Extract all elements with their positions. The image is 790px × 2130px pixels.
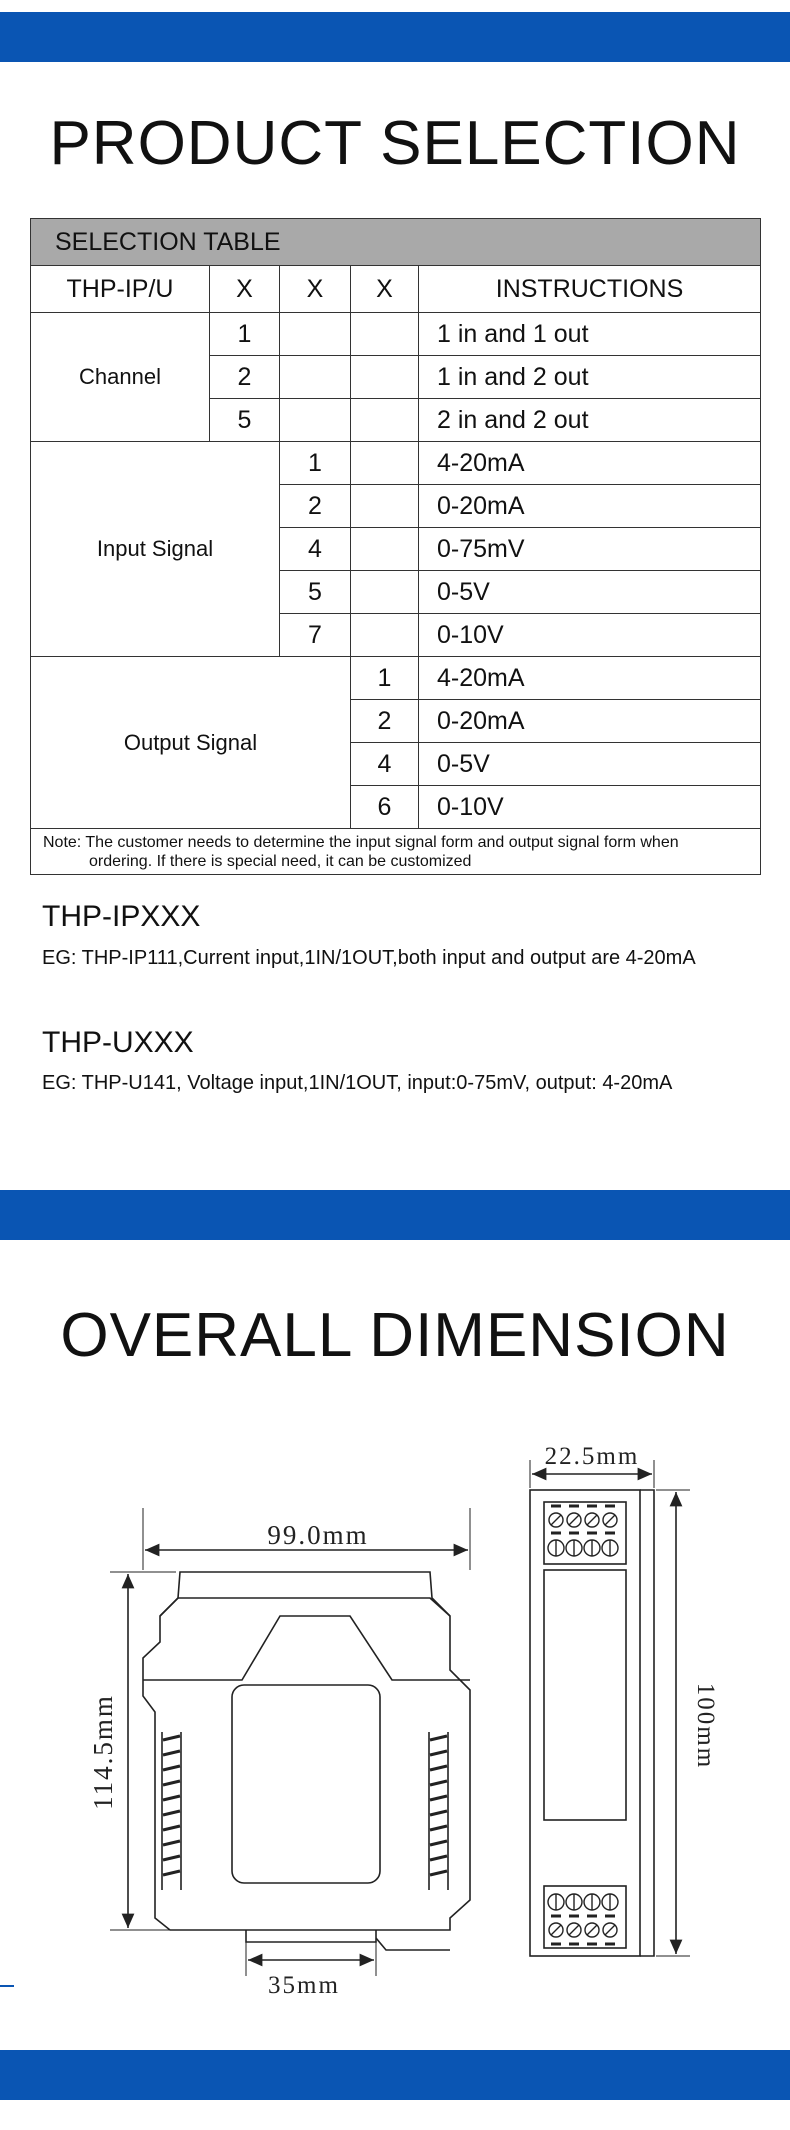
input-code: 2 (280, 485, 351, 528)
header-x3: X (351, 266, 419, 313)
dim-width-label: 99.0mm (267, 1520, 369, 1550)
example-text-u: EG: THP-U141, Voltage input,1IN/1OUT, input:0-75mV, output: 4-20mA (42, 1072, 673, 1094)
top-blue-band (0, 12, 790, 62)
output-instruction: 0-5V (419, 743, 761, 786)
channel-code: 2 (210, 356, 280, 399)
example-model-u: THP-UXXX (42, 1026, 194, 1059)
channel-label: Channel (31, 313, 210, 442)
table-row (31, 442, 761, 485)
table-note (31, 829, 761, 875)
bottom-blue-band (0, 2050, 790, 2100)
input-code: 5 (280, 571, 351, 614)
channel-code: 5 (210, 399, 280, 442)
dimension-drawing (0, 1420, 790, 2040)
header-x1: X (210, 266, 280, 313)
input-instruction: 0-5V (419, 571, 761, 614)
example-text-ip: EG: THP-IP111,Current input,1IN/1OUT,both input and output are 4-20mA (42, 947, 696, 969)
overall-dimension-title: OVERALL DIMENSION (60, 1301, 730, 1370)
table-row (31, 657, 761, 700)
output-code: 6 (351, 786, 419, 829)
output-instruction: 4-20mA (419, 657, 761, 700)
side-view (530, 1460, 690, 1956)
dim-height-label: 114.5mm (88, 1694, 118, 1810)
front-view (110, 1508, 470, 1976)
input-code: 4 (280, 528, 351, 571)
output-instruction: 0-10V (419, 786, 761, 829)
table-row (31, 313, 761, 356)
channel-code: 1 (210, 313, 280, 356)
header-instructions: INSTRUCTIONS (419, 266, 761, 313)
input-signal-label: Input Signal (31, 442, 280, 657)
input-instruction: 4-20mA (419, 442, 761, 485)
dim-side-width-label: 22.5mm (544, 1443, 640, 1470)
output-code: 1 (351, 657, 419, 700)
input-code: 7 (280, 614, 351, 657)
note-line-2: ordering. If there is special need, it can be customized (89, 853, 472, 870)
input-instruction: 0-75mV (419, 528, 761, 571)
example-model-ip: THP-IPXXX (42, 900, 201, 933)
output-code: 4 (351, 743, 419, 786)
output-code: 2 (351, 700, 419, 743)
output-instruction: 0-20mA (419, 700, 761, 743)
product-selection-title: PRODUCT SELECTION (49, 109, 741, 178)
input-code: 1 (280, 442, 351, 485)
table-caption: SELECTION TABLE (31, 219, 761, 266)
input-instruction: 0-20mA (419, 485, 761, 528)
selection-table (30, 218, 761, 875)
channel-instruction: 2 in and 2 out (419, 399, 761, 442)
input-instruction: 0-10V (419, 614, 761, 657)
header-model: THP-IP/U (31, 266, 210, 313)
edge-mark (0, 1985, 14, 1987)
header-x2: X (280, 266, 351, 313)
dim-side-height-label: 100mm (692, 1682, 719, 1770)
channel-instruction: 1 in and 1 out (419, 313, 761, 356)
middle-blue-band (0, 1190, 790, 1240)
channel-instruction: 1 in and 2 out (419, 356, 761, 399)
table-header-row (31, 266, 761, 313)
output-signal-label: Output Signal (31, 657, 351, 829)
dim-rail-label: 35mm (268, 1972, 340, 1999)
note-line-1: Note: The customer needs to determine the input signal form and output signal form when (43, 834, 679, 851)
